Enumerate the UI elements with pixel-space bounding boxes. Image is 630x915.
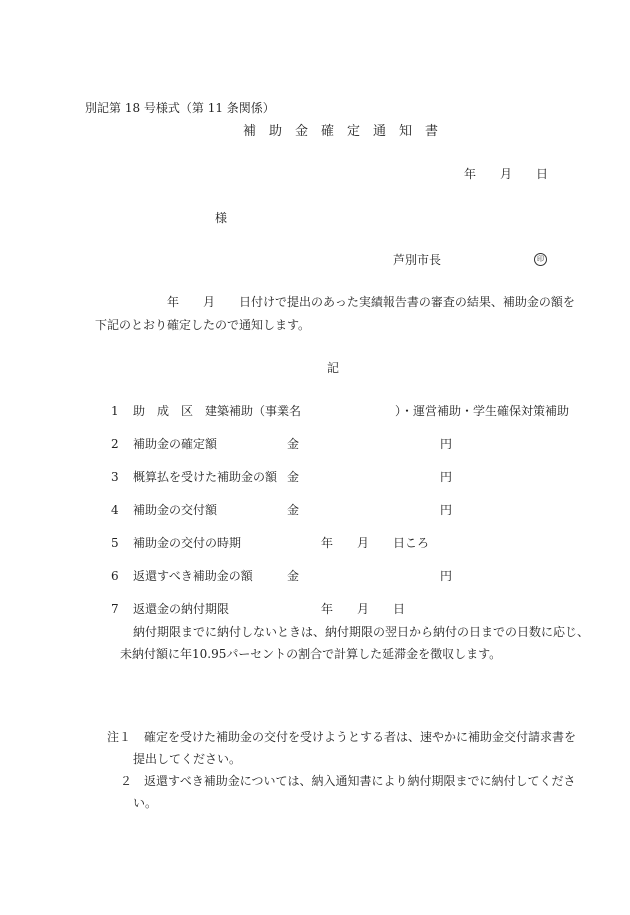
item-label: 返還金の納付期限 — [133, 602, 230, 616]
date-year: 年 — [464, 167, 477, 181]
item7-note-line-1: 納付期限までに納付しないときは、納付期限の翌日から納付の日までの日数に応じ、 — [133, 625, 590, 639]
body-line-1: 年 月 日付けで提出のあった実績報告書の審査の結果、補助金の額を — [167, 295, 575, 309]
item-kin: 金 — [287, 437, 300, 451]
item-unit: 円 — [440, 503, 453, 517]
date-day: 日 — [536, 167, 549, 181]
document-title: 補 助 金 確 定 通 知 書 — [243, 124, 439, 139]
note-2-line-1: 返還すべき補助金については、納入通知書により納付期限までに納付してくださ — [144, 774, 576, 788]
item-unit: 円 — [440, 569, 453, 583]
item-kin: 金 — [287, 503, 300, 517]
item-number: 1 — [111, 404, 119, 418]
seal-mark: 印 — [534, 253, 547, 266]
item-unit: 円 — [440, 437, 453, 451]
note-2-marker: ２ — [120, 774, 133, 788]
note-1-line-2: 提出してください。 — [133, 752, 242, 766]
item-label: 助 成 区 建築補助（事業名 — [133, 404, 302, 418]
item-label: 補助金の交付額 — [133, 503, 218, 517]
addressee-honorific: 様 — [215, 211, 228, 225]
item-kin: 金 — [287, 569, 300, 583]
date-month: 月 — [500, 167, 513, 181]
item-date: 年 月 日ころ — [321, 536, 430, 550]
item-number: 5 — [111, 536, 119, 550]
form-label: 別記第 18 号様式（第 11 条関係） — [85, 101, 275, 115]
issuer-name: 芦別市長 — [393, 253, 442, 267]
item-number: 2 — [111, 437, 119, 451]
ki-heading: 記 — [327, 361, 340, 375]
item-number: 6 — [111, 569, 119, 583]
item-value: ）・運営補助・学生確保対策補助 — [395, 404, 570, 418]
item-number: 7 — [111, 602, 119, 616]
item-kin: 金 — [287, 470, 300, 484]
item-label: 補助金の交付の時期 — [133, 536, 242, 550]
item-number: 4 — [111, 503, 119, 517]
item-date: 年 月 日 — [321, 602, 406, 616]
note-1-line-1: 確定を受けた補助金の交付を受けようとする者は、速やかに補助金交付請求書を — [144, 730, 577, 744]
note-2-line-2: い。 — [133, 796, 158, 810]
item-unit: 円 — [440, 470, 453, 484]
item-label: 補助金の確定額 — [133, 437, 218, 451]
item7-note-line-2: 未納付額に年10.95パーセントの割合で計算した延滞金を徴収します。 — [120, 647, 502, 661]
item-label: 返還すべき補助金の額 — [133, 569, 253, 583]
body-line-2: 下記のとおり確定したので通知します。 — [95, 318, 311, 332]
item-label: 概算払を受けた補助金の額 — [133, 470, 278, 484]
note-1-marker: 注１ — [107, 730, 132, 744]
item-number: 3 — [111, 470, 119, 484]
